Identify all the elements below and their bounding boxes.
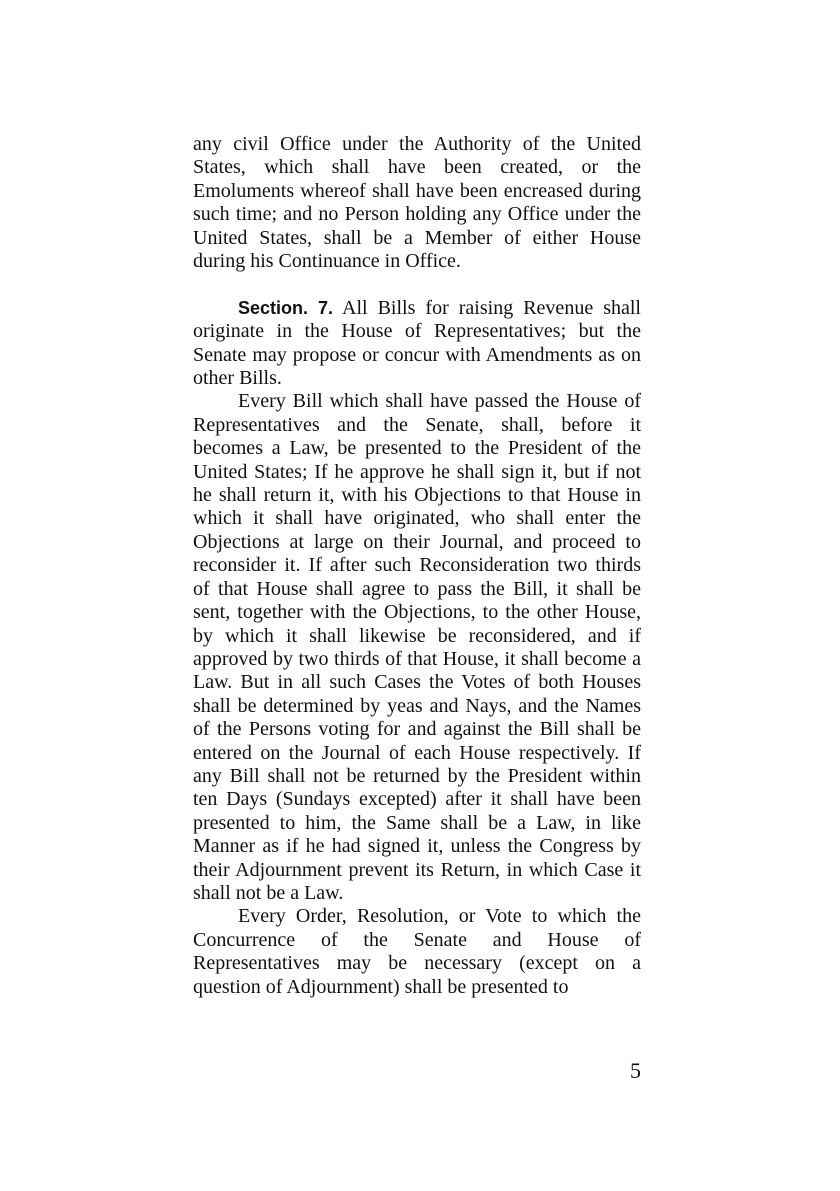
section-7-text: All Bills for raising Revenue shall originate in the House of Representatives; but the Senate may propose or concur with Amendments as on other Bills. [193, 296, 641, 390]
bill-procedure-paragraph: Every Bill which shall have passed the House of Representatives and the Senate, shall, before it becomes a Law, be presented to the President of the United States; If he approve he shall sign it, but if not he shall return it, with his Objections to that House in which it shall have originated, who shall enter the Objections at large on their Journal, and proceed to reconsider it. If after such Reconsideration two thirds of that House shall agree to pass the Bill, it shall be sent, together with the Objections, to the other House, by which it shall likewise be reconsidered, and if approved by two thirds of that House, it shall become a Law. But in all such Cases the Votes of both Houses shall be determined by yeas and Nays, and the Names of the Persons voting for and against the Bill shall be entered on the Journal of each House respectively. If any Bill shall not be returned by the President within ten Days (Sundays excepted) after it shall have been presented to him, the Same shall be a Law, in like Manner as if he had signed it, unless the Congress by their Adjournment prevent its Return, in which Case it shall not be a Law. [193, 390, 641, 904]
continuation-paragraph: any civil Office under the Authority of the United States, which shall have been created, or the Emoluments whereof shall have been encreased during such time; and no Person holding any Office under the United States, shall be a Member of either House during his Continuance in Office. [193, 133, 641, 273]
page-number: 5 [630, 1058, 641, 1083]
section-heading: Section. 7. [238, 297, 334, 318]
orders-resolutions-paragraph: Every Order, Resolution, or Vote to which the Concurrence of the Senate and House of Representatives may be necessary (except on a question of Adjournment) shall be presented to [193, 905, 641, 998]
section-7-paragraph [193, 297, 641, 391]
body-text [193, 133, 641, 999]
